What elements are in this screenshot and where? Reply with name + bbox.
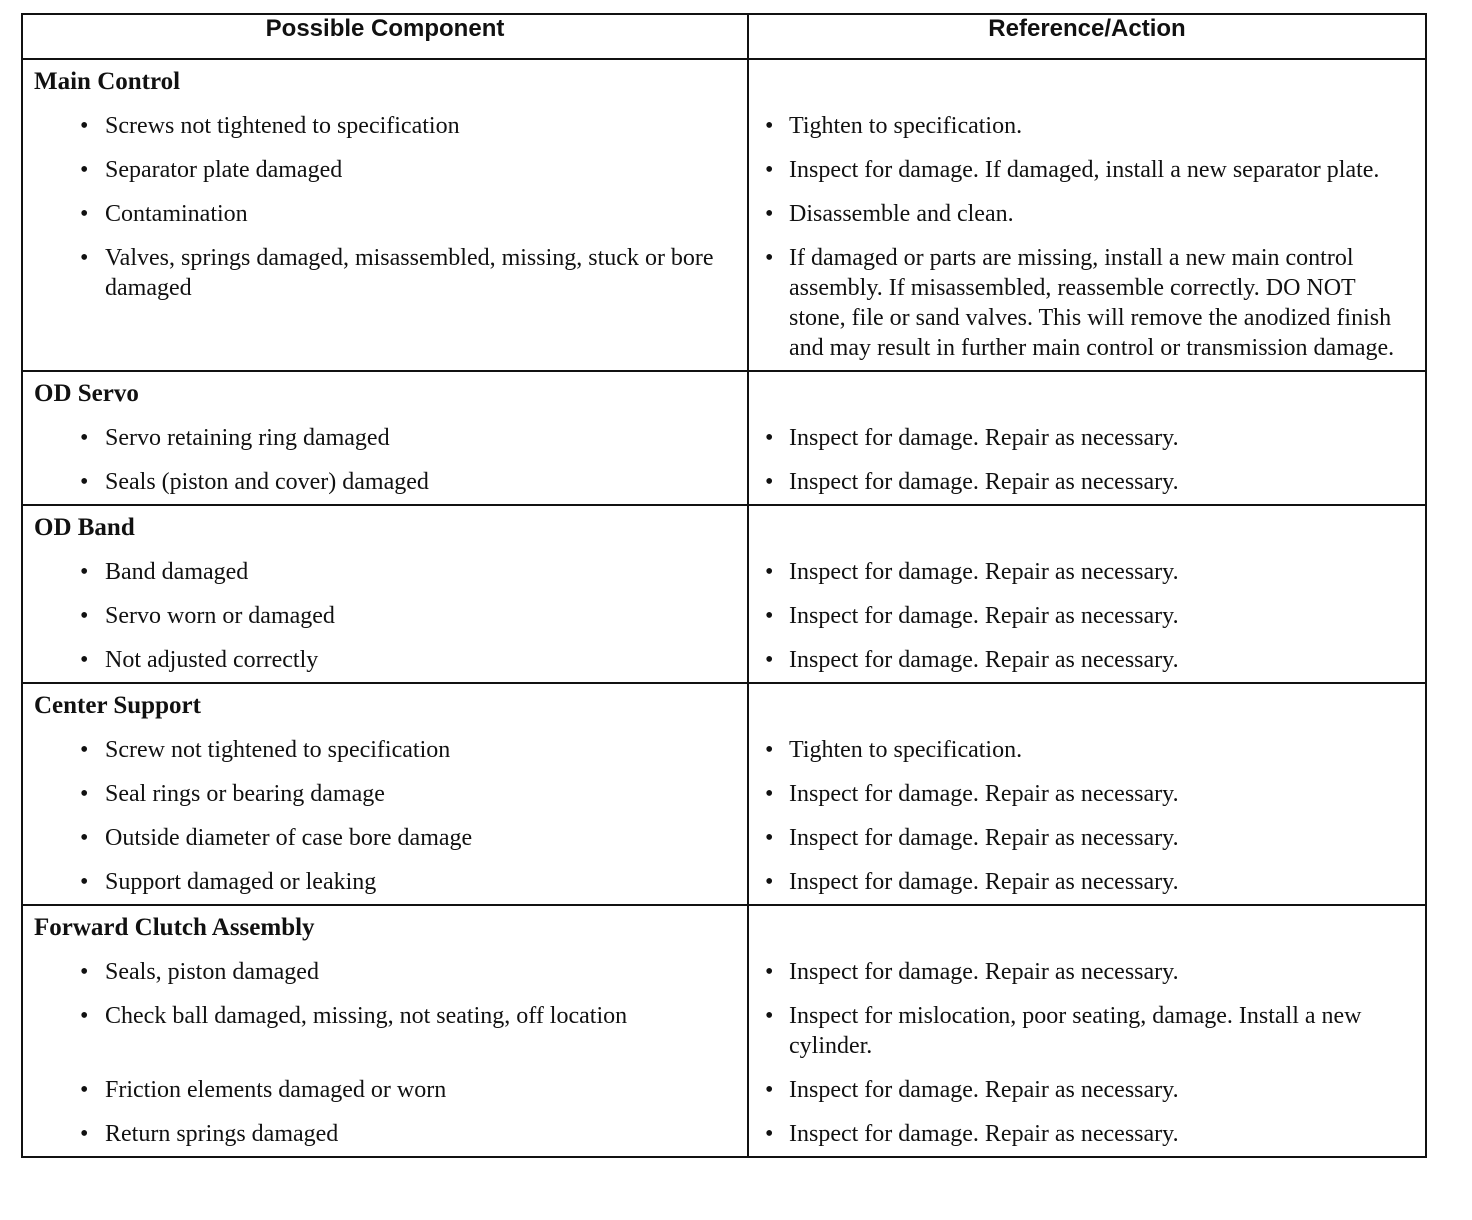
component-text: • Check ball damaged, missing, not seating, off location	[23, 1001, 747, 1031]
table-row	[22, 416, 1426, 460]
action-text: • Inspect for damage. Repair as necessary.	[749, 1075, 1425, 1105]
action-cell	[748, 104, 1426, 148]
diagnostic-table	[21, 13, 1427, 1158]
component-cell	[22, 236, 748, 371]
header-row	[22, 14, 1426, 59]
action-cell	[748, 236, 1426, 371]
action-text: • Disassemble and clean.	[749, 199, 1425, 229]
component-cell	[22, 550, 748, 594]
component-cell	[22, 816, 748, 860]
action-text: • If damaged or parts are missing, install a new main control assembly. If misassembled, reassemble correctly. DO NOT stone, file or sand valves. This will remove the anodized finish and may result in further main control or transmission damage.	[749, 243, 1425, 363]
component-text: • Seals, piston damaged	[23, 957, 747, 987]
header-reference-action: Reference/Action	[748, 14, 1426, 59]
action-cell	[748, 594, 1426, 638]
table-row	[22, 728, 1426, 772]
component-cell	[22, 638, 748, 683]
table-row	[22, 104, 1426, 148]
component-cell	[22, 728, 748, 772]
section-title: OD Servo	[22, 371, 748, 416]
component-text: • Friction elements damaged or worn	[23, 1075, 747, 1105]
section-title: Forward Clutch Assembly	[22, 905, 748, 950]
table-row	[22, 550, 1426, 594]
action-cell	[748, 860, 1426, 905]
component-cell	[22, 1112, 748, 1157]
table-body	[22, 59, 1426, 1157]
action-cell	[748, 816, 1426, 860]
table-row	[22, 860, 1426, 905]
action-text: • Inspect for damage. Repair as necessary.	[749, 957, 1425, 987]
component-text: • Outside diameter of case bore damage	[23, 823, 747, 853]
action-text: • Inspect for damage. Repair as necessary.	[749, 779, 1425, 809]
component-cell	[22, 416, 748, 460]
section-center-support	[22, 683, 1426, 728]
action-cell	[748, 772, 1426, 816]
table-row	[22, 594, 1426, 638]
section-action-blank	[748, 505, 1426, 550]
component-cell	[22, 1068, 748, 1112]
section-od-band	[22, 505, 1426, 550]
action-text: • Inspect for damage. Repair as necessary.	[749, 645, 1425, 675]
component-cell	[22, 950, 748, 994]
action-cell	[748, 950, 1426, 994]
action-text: • Inspect for damage. If damaged, install a new separator plate.	[749, 155, 1425, 185]
component-text: • Return springs damaged	[23, 1119, 747, 1149]
component-text: • Contamination	[23, 199, 747, 229]
action-text: • Inspect for damage. Repair as necessary.	[749, 601, 1425, 631]
table-row	[22, 148, 1426, 192]
action-text: • Inspect for damage. Repair as necessary.	[749, 467, 1425, 497]
component-text: • Band damaged	[23, 557, 747, 587]
table-row	[22, 1068, 1426, 1112]
table-row	[22, 816, 1426, 860]
section-action-blank	[748, 683, 1426, 728]
component-cell	[22, 148, 748, 192]
action-cell	[748, 192, 1426, 236]
action-text: • Inspect for mislocation, poor seating, damage. Install a new cylinder.	[749, 1001, 1425, 1061]
component-text: • Screw not tightened to specification	[23, 735, 747, 765]
component-cell	[22, 594, 748, 638]
action-text: • Inspect for damage. Repair as necessary.	[749, 1119, 1425, 1149]
action-cell	[748, 1112, 1426, 1157]
component-cell	[22, 460, 748, 505]
section-action-blank	[748, 59, 1426, 104]
table-row	[22, 950, 1426, 994]
table-row	[22, 460, 1426, 505]
section-title: Center Support	[22, 683, 748, 728]
action-text: • Tighten to specification.	[749, 111, 1425, 141]
table-row	[22, 638, 1426, 683]
action-text: • Inspect for damage. Repair as necessary.	[749, 867, 1425, 897]
section-od-servo	[22, 371, 1426, 416]
section-main-control	[22, 59, 1426, 104]
component-text: • Screws not tightened to specification	[23, 111, 747, 141]
component-text: • Servo worn or damaged	[23, 601, 747, 631]
component-cell	[22, 860, 748, 905]
header-possible-component: Possible Component	[22, 14, 748, 59]
action-cell	[748, 416, 1426, 460]
section-title: OD Band	[22, 505, 748, 550]
section-title: Main Control	[22, 59, 748, 104]
table-row	[22, 192, 1426, 236]
action-cell	[748, 728, 1426, 772]
action-cell	[748, 148, 1426, 192]
component-text: • Seal rings or bearing damage	[23, 779, 747, 809]
component-text: • Seals (piston and cover) damaged	[23, 467, 747, 497]
table-row	[22, 994, 1426, 1068]
component-cell	[22, 104, 748, 148]
action-text: • Tighten to specification.	[749, 735, 1425, 765]
action-cell	[748, 460, 1426, 505]
action-cell	[748, 1068, 1426, 1112]
component-text: • Support damaged or leaking	[23, 867, 747, 897]
table-row	[22, 236, 1426, 371]
component-cell	[22, 192, 748, 236]
table-row	[22, 1112, 1426, 1157]
action-text: • Inspect for damage. Repair as necessary.	[749, 557, 1425, 587]
table-row	[22, 772, 1426, 816]
component-text: • Separator plate damaged	[23, 155, 747, 185]
action-text: • Inspect for damage. Repair as necessary.	[749, 823, 1425, 853]
action-text: • Inspect for damage. Repair as necessary.	[749, 423, 1425, 453]
action-cell	[748, 638, 1426, 683]
component-cell	[22, 994, 748, 1068]
section-forward-clutch-assembly	[22, 905, 1426, 950]
component-text: • Servo retaining ring damaged	[23, 423, 747, 453]
component-text: • Valves, springs damaged, misassembled, missing, stuck or bore damaged	[23, 243, 747, 303]
section-action-blank	[748, 905, 1426, 950]
component-cell	[22, 772, 748, 816]
section-action-blank	[748, 371, 1426, 416]
action-cell	[748, 994, 1426, 1068]
component-text: • Not adjusted correctly	[23, 645, 747, 675]
action-cell	[748, 550, 1426, 594]
